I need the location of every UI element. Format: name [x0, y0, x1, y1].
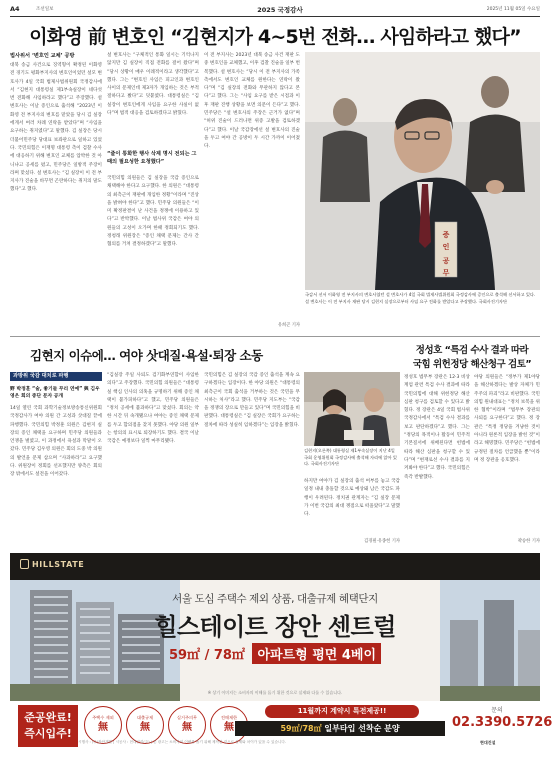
ad-sizes-label: 59㎡ / 78㎡: [168, 648, 245, 663]
section-title: 2025 국정감사: [257, 6, 303, 14]
ad-badge-top: 실거주의무: [176, 715, 198, 720]
ad-top-bar: [10, 553, 540, 580]
ad-badge-main: 無: [182, 721, 192, 733]
ad-badge-main: 無: [224, 721, 234, 733]
ad-sale-text: 일부타입 선착순 분양: [324, 724, 400, 733]
article2-photo: [304, 372, 400, 446]
page-number: A4: [10, 5, 20, 13]
article3-column-1: 정성호 법무부 장관은 12·3 비상계엄 관련 특검 수사 결과에 따라 국민의힘에 대해 위헌정당 해산 심판 청구를 검토할 수 있다고 밝혔다. 정 장관은 4일 국회 법사위 국정감사에서 “특검 수사 결과를 보고 판단하겠다”고 했다. 그는 “정당의 목적이나 활동이 민주적 기본질서에 위배된다면 헌법에 따라 해산 심판을 청구할 수 있다”며 “현재로선 수사 결과를 지켜봐야 한다”고 했다. 국민의힘은 즉각 반발했다.: [404, 375, 470, 480]
article2-column-4: 하지만 여야가 김 실장의 출석 여부를 놓고 국감 일정 내내 충돌할 것으로 예상돼 남은 국감도 파행이 우려된다. 정치권 관계자는 “김 실장 문제가 이번 국감의 최대 쟁점으로 떠올랐다”고 말했다.: [304, 479, 400, 518]
ad-promo-banner: 11월까지 계약시 특전제공!!: [265, 705, 419, 718]
svg-text:무: 무: [442, 269, 450, 277]
article1-photo-caption: 국감서 선서 이화영 전 부지사의 변호사였던 설 변호사가 4일 국회 법제사법위원회 국정감사에 증인으로 출석해 선서하고 있다. 설 변호사는 이 전 부지사 재판 당시 김현지 실장으로부터 사임 요구 전화를 받았다고 주장했다. 국회사진기자단: [305, 292, 536, 304]
article1-column-3: 국민의힘 의원들은 김 실장을 국감 증인으로 채택해야 한다고 요구했다. 한 의원은 “대통령의 최측근이 재판에 개입한 정황”이라며 “진상을 밝혀야 한다”고 했다. 민주당 의원들은 “이미 확정판결이 난 사건을 정쟁에 이용하고 있다”고 반박했다. 이날 법사위 국감은 여야 의원들의 고성이 오가며 한때 정회되기도 했다. 정청래 위원장은 “증인 채택 문제는 간사 간 협의를 거쳐 결정하겠다”고 말했다.: [107, 176, 199, 248]
article1-subhead-2: “줄이 통화한 행사 삭제 명시 전되는 그때의 필요성한 요청했다”: [107, 151, 197, 165]
main-headline: 이화영 前 변호인 “김현지가 4~5번 전화… 사임하라고 했다”: [29, 26, 521, 48]
ad-complex-name: 힐스테이트 장안 센트럴: [154, 613, 396, 641]
article2-subhead: 과방위 국감 대치로 파행: [10, 372, 102, 381]
ad-badge-main: 無: [98, 721, 108, 733]
ad-badge-top: 전매제한: [220, 715, 238, 720]
article1-subhead: 법사위서 ‘변호인 교체’ 공방: [10, 53, 75, 59]
ad-floor-plan-label: 아파트형 평면 4베이: [252, 643, 381, 664]
article1-column-1: 대북 송금 사건으로 징역형이 확정된 이화영 전 경기도 평화부지사의 변호인이었던 설모 변호사가 4일 국회 법제사법위원회 국정감사에서 “김현지 대통령실 제1부속실장이 네다섯 번 전화해 사임하라고 했다”고 주장했다. 설 변호사는 이날 증인으로 출석해 “2023년 이화영 전 부지사의 변호를 맡았을 당시 김 실장에게서 여러 차례 연락을 받았다”며 “사임을 요구하는 취지였다”고 말했다. 김 실장은 당시 더불어민주당 당대표 보좌관으로 일하고 있었다. 국민의힘은 이재명 대통령 측이 검찰 수사에 대응하기 위해 변호인 교체를 압박한 것 아니냐고 공세를 폈고, 민주당은 일방적 주장이라며 맞섰다. 설 변호사는 “김 실장이 이 전 부지사가 진술을 바꾸면 곤란하다는 취지의 말도 했다”고 했다.: [10, 63, 102, 193]
svg-text:인: 인: [442, 243, 450, 251]
article2-column-3: 국민의힘은 김 실장의 국감 증인 출석을 계속 요구하겠다는 입장이다. 한 야당 의원은 “대통령의 최측근이 국회 출석을 거부하는 것은 국민을 무시하는 처사”라고 했다. 민주당 지도부는 “국감을 정쟁의 장으로 만들고 있다”며 국민의힘을 비판했다. 대통령실은 “김 실장은 국회가 요구하는 절차에 따라 성실히 임하겠다”는 입장을 밝혔다.: [204, 373, 300, 428]
newspaper-name: 조선일보: [36, 7, 54, 12]
ad-brand-label: HILLSTATE: [32, 560, 85, 569]
ad-badge-top: 대출규제: [136, 715, 154, 720]
article3-headline-2: 국힘 위헌정당 해산청구 검토”: [412, 359, 532, 370]
ad-sale-banner: [235, 721, 445, 736]
issue-date: 2025년 11월 05일 수요일: [486, 7, 540, 12]
ad-done-label: 준공완료!: [24, 711, 72, 724]
article1-column-2: 설 변호사는 “구체적인 통화 일시는 기억나지 않지만 김 실장이 직접 전화를 걸어 왔다”며 “당시 상황이 매우 이례적이라고 생각했다”고 했다. 그는 “변호인 사임은 피고인과 변호인 사이의 문제인데 제3자가 개입하는 것은 부적절하다고 봤다”고 덧붙였다. 대통령실은 “김 실장이 변호인에게 사임을 요구한 사실이 없다”며 법적 대응을 검토하겠다고 밝혔다.: [107, 53, 199, 117]
hillstate-logo-icon: [20, 559, 29, 569]
advertisement: [10, 553, 552, 751]
ad-image-note: ※ 상기 이미지는 소비자의 이해를 돕기 위한 것으로 실제와 다를 수 있습니다.: [207, 690, 343, 695]
section-divider: [10, 336, 540, 337]
svg-text:공: 공: [442, 257, 450, 265]
article1-photo: [305, 52, 540, 290]
ad-badge: [168, 706, 206, 744]
ad-badge-top: 주택수 제외: [92, 715, 114, 720]
article3-column-2: 야당 의원들은 “정부가 제1야당을 해산하겠다는 발상 자체가 민주주의 파괴”라고 비판했다. 국민의힘 원내대표는 “정치 보복을 위한 협박”이라며 “법무부 장관의 사퇴를 요구한다”고 했다. 정 장관은 “특정 정당을 겨냥한 것이 아니라 원론적 입장을 밝힌 것”이라고 해명했다. 민주당은 “헌법에 규정된 절차를 언급했을 뿐”이라며 정 장관을 옹호했다.: [474, 375, 540, 463]
ad-badge-main: 無: [140, 721, 150, 733]
article1-column-4: 이 전 부지사는 2023년 대북 송금 사건 재판 도중 변호인을 교체했고, 이후 검찰 진술을 일부 번복했다. 설 변호사는 “당시 이 전 부지사의 가족 측에서도 변호인 교체를 원한다는 연락이 왔다”며 “김 실장의 전화와 무관하지 않다고 본다”고 했다. 그는 “사임 요구를 받은 시점과 이후 재판 진행 상황을 보면 의문이 든다”고 했다. 민주당은 “설 변호사의 주장은 근거가 없다”며 “허위 진술이 드러나면 위증 고발을 검토하겠다”고 했다. 이날 국감장에선 설 변호사의 진술을 두고 여야 간 공방이 두 시간 가까이 이어졌다.: [204, 53, 300, 150]
ad-brand: [20, 560, 84, 569]
article2-photo-caption: 김현지(오른쪽) 대통령실 제1부속실장이 지난 4일 국회 운영위원회 국정감사에 출석해 자리에 앉아 있다. 국회사진기자단: [304, 448, 397, 467]
article3-byline: 곽승한 기자: [517, 539, 540, 544]
ad-completion-box: [18, 705, 78, 747]
ad-phone-number: 02.3390.5726: [452, 715, 552, 730]
article2-subhead-2: 野 박정훈 “술, 좋기들 무리 연예” 與 김우영은 회의 중단 문자 공개: [10, 387, 100, 399]
svg-text:증: 증: [442, 231, 450, 239]
article1-byline: 유희곤 기자: [277, 323, 300, 328]
ad-badge: [126, 706, 164, 744]
ad-inquiry-label: 문의: [491, 707, 503, 714]
ad-unit-sizes: [10, 643, 540, 664]
ad-builder-logo: 현대건설: [480, 740, 496, 745]
ad-badge: [84, 706, 122, 744]
article2-column-1: 14일 열린 국회 과학기술정보방송통신위원회 국정감사가 여야 의원 간 고성과 삿대질 끝에 파행했다. 국민의힘 박정훈 의원은 김현지 실장의 증인 채택을 요구하며 민주당 의원들과 언쟁을 벌였고, 이 과정에서 욕설과 막말이 오갔다. 민주당 김우영 의원은 회의 도중 박 의원의 발언을 문제 삼으며 “사과하라”고 요구했다. 위원장이 정회를 선포했지만 양측은 회의장 밖에서도 설전을 이어갔다.: [10, 406, 102, 478]
page-header: [10, 4, 540, 16]
header-rule: [10, 16, 540, 17]
ad-sale-sizes: 59㎡/78㎡: [280, 724, 325, 733]
article2-column-2: “김실장 주일 사퇴도 검기화부연합이 사임한 의다”고 주장했다. 국민의힘 의원들은 “대통령실 핵심 인사의 의혹을 규명하기 위해 증인 채택이 불가피하다”고 했고, 민주당 의원들은 “정치 공세에 불과하다”고 맞섰다. 회의는 약 한 시간 뒤 속개됐으나 여야는 증인 채택 문제를 두고 합의점을 찾지 못했다. 야당 의원 일부는 항의의 표시로 퇴장하기도 했다. 결국 이날 국감은 예정보다 일찍 마무리됐다.: [107, 373, 199, 445]
article3-headline-1: 정성호 “특검 수사 결과 따라: [415, 345, 529, 356]
article2-headline: 김현지 이슈에… 여야 삿대질·욕설·퇴장 소동: [30, 348, 263, 363]
ad-move-label: 즉시입주!: [24, 727, 72, 740]
ad-tagline: 서울 도심 주택수 제외 상품, 대출규제 혜택단지: [172, 593, 378, 605]
ad-fine-print: 시행사 : (주)장안개발 | 시공사 : 현대건설(주) | 본 광고는 소비자의 이해를 돕기 위해 제작된 것으로 실제와 차이가 있을 수 있습니다.: [78, 740, 287, 744]
ad-bottom-strip: [10, 701, 552, 751]
article2-byline: 김경필·유종헌 기자: [364, 539, 400, 544]
